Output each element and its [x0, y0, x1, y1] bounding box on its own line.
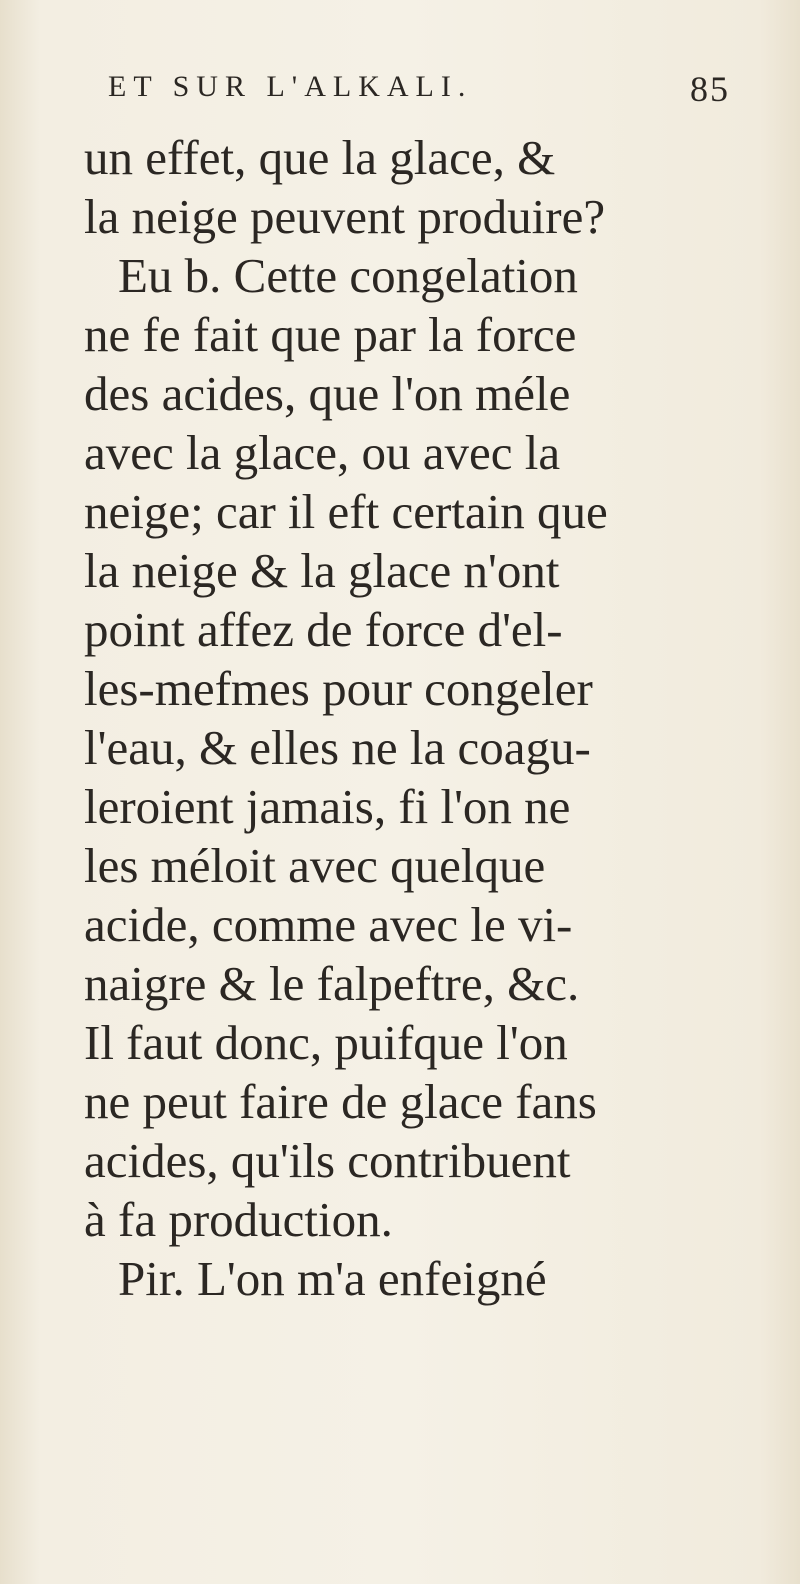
text-line-12: leroient jamais, fi l'on ne: [84, 779, 571, 834]
text-line-15: naigre & le falpeftre, &c.: [84, 956, 580, 1011]
body-text: [84, 128, 764, 1308]
text-line-19: à fa production.: [84, 1192, 393, 1247]
text-line-7: neige; car il eft certain que: [84, 484, 608, 539]
text-line-20: Pir. L'on m'a enfeigné: [118, 1251, 547, 1306]
text-line-11: l'eau, & elles ne la coagu-: [84, 720, 591, 775]
text-line-14: acide, comme avec le vi-: [84, 897, 573, 952]
text-line-1: un effet, que la glace, &: [84, 130, 556, 185]
text-line-18: acides, qu'ils contribuent: [84, 1133, 571, 1188]
text-line-2: la neige peuvent produire?: [84, 189, 606, 244]
page-number: 85: [690, 69, 730, 109]
text-line-13: les méloit avec quelque: [84, 838, 546, 893]
text-line-16: Il faut donc, puifque l'on: [84, 1015, 568, 1070]
text-line-5: des acides, que l'on méle: [84, 366, 571, 421]
text-line-6: avec la glace, ou avec la: [84, 425, 561, 480]
text-line-9: point affez de force d'el-: [84, 602, 563, 657]
text-line-17: ne peut faire de glace fans: [84, 1074, 597, 1129]
text-line-8: la neige & la glace n'ont: [84, 543, 560, 598]
page-header: [108, 70, 748, 120]
running-title: ET SUR L'ALKALI.: [108, 70, 473, 103]
text-line-3: Eu b. Cette congelation: [118, 248, 578, 303]
text-line-4: ne fe fait que par la force: [84, 307, 577, 362]
text-line-10: les-mefmes pour congeler: [84, 661, 593, 716]
